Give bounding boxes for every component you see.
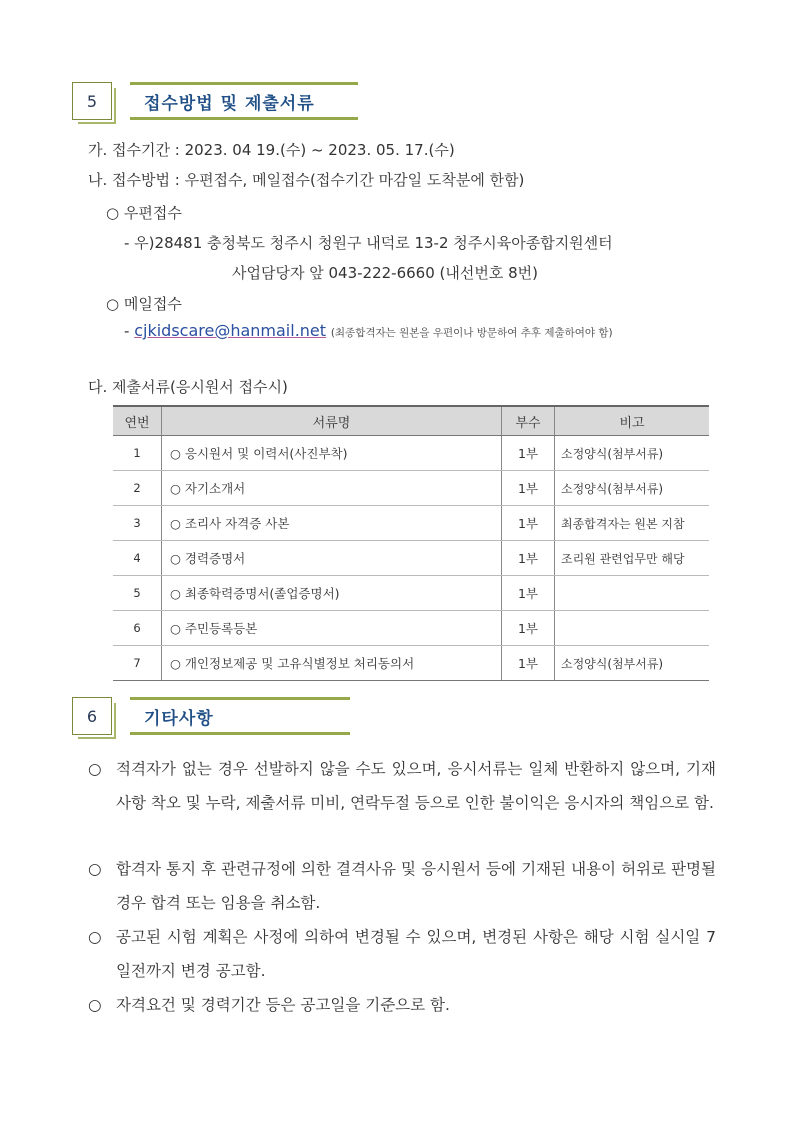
row-copies: 1부 (502, 646, 555, 681)
row-copies: 1부 (502, 436, 555, 471)
row-no: 2 (113, 471, 162, 506)
circle-bullet-icon: ○ (88, 996, 102, 1014)
table-row (113, 506, 709, 541)
header-name: 서류명 (162, 406, 502, 436)
row-copies: 1부 (502, 471, 555, 506)
row-note: 소정양식(첨부서류) (555, 436, 710, 471)
row-name: ○ 최종학력증명서(졸업증명서) (162, 576, 502, 611)
row-name: ○ 경력증명서 (162, 541, 502, 576)
row-copies: 1부 (502, 576, 555, 611)
table-row (113, 471, 709, 506)
table-row (113, 541, 709, 576)
notice-item (88, 752, 716, 820)
notice-text: 자격요건 및 경력기간 등은 공고일을 기준으로 함. (116, 996, 450, 1014)
row-note: 조리원 관련업무만 해당 (555, 541, 710, 576)
row-no: 4 (113, 541, 162, 576)
notice-text: 적격자가 없는 경우 선발하지 않을 수도 있으며, 응시서류는 일체 반환하지 않으며, 기재사항 착오 및 누락, 제출서류 미비, 연락두절 등으로 인한 불이익은 응시자의 책임으로 함. (116, 760, 716, 812)
docs-heading: 다. 제출서류(응시원서 접수시) (88, 378, 288, 396)
header-note: 비고 (555, 406, 710, 436)
row-no: 5 (113, 576, 162, 611)
row-no: 3 (113, 506, 162, 541)
row-copies: 1부 (502, 541, 555, 576)
table-header-row (113, 406, 709, 436)
mail-heading: ○ 메일접수 (106, 295, 182, 313)
circle-bullet-icon: ○ (88, 760, 102, 778)
section-number: 6 (72, 697, 112, 735)
row-name: ○ 자기소개서 (162, 471, 502, 506)
table-row (113, 576, 709, 611)
circle-bullet-icon: ○ (88, 928, 102, 946)
row-no: 6 (113, 611, 162, 646)
row-note: 소정양식(첨부서류) (555, 646, 710, 681)
section-number: 5 (72, 82, 112, 120)
row-no: 1 (113, 436, 162, 471)
mail-note: (최종합격자는 원본을 우편이나 방문하여 추후 제출하여야 함) (330, 327, 613, 339)
period-line: 가. 접수기간 : 2023. 04 19.(수) ~ 2023. 05. 17.(수) (88, 141, 455, 159)
notice-item (88, 920, 716, 988)
row-name: ○ 개인정보제공 및 고유식별정보 처리동의서 (162, 646, 502, 681)
row-note: 소정양식(첨부서류) (555, 471, 710, 506)
table-row (113, 646, 709, 681)
method-line: 나. 접수방법 : 우편접수, 메일접수(접수기간 마감일 도착분에 한함) (88, 171, 525, 189)
row-no: 7 (113, 646, 162, 681)
post-heading: ○ 우편접수 (106, 204, 182, 222)
notice-item (88, 988, 716, 1022)
row-name: ○ 주민등록등본 (162, 611, 502, 646)
header-no: 연번 (113, 406, 162, 436)
section-title: 기타사항 (130, 697, 350, 735)
circle-bullet-icon: ○ (88, 860, 102, 878)
email-link[interactable]: cjkidscare@hanmail.net (134, 321, 327, 340)
row-note (555, 611, 710, 646)
section-title: 접수방법 및 제출서류 (130, 82, 358, 120)
row-name: ○ 조리사 자격증 사본 (162, 506, 502, 541)
notice-text: 공고된 시험 계획은 사정에 의하여 변경될 수 있으며, 변경된 사항은 해당 시험 실시일 7일전까지 변경 공고함. (116, 928, 716, 980)
mail-dash: - (124, 322, 130, 340)
row-note (555, 576, 710, 611)
table-row (113, 611, 709, 646)
header-copies: 부수 (502, 406, 555, 436)
row-copies: 1부 (502, 506, 555, 541)
row-copies: 1부 (502, 611, 555, 646)
notice-item (88, 852, 716, 920)
post-address-line1: - 우)28481 충청북도 청주시 청원구 내덕로 13-2 청주시육아종합지원센터 (124, 234, 613, 252)
mail-line (124, 321, 613, 340)
row-note: 최종합격자는 원본 지참 (555, 506, 710, 541)
documents-table (113, 405, 709, 681)
notice-text: 합격자 통지 후 관련규정에 의한 결격사유 및 응시원서 등에 기재된 내용이 허위로 판명될 경우 합격 또는 임용을 취소함. (116, 860, 716, 912)
post-address-line2: 사업담당자 앞 043-222-6660 (내선번호 8번) (232, 264, 538, 282)
row-name: ○ 응시원서 및 이력서(사진부착) (162, 436, 502, 471)
table-row (113, 436, 709, 471)
